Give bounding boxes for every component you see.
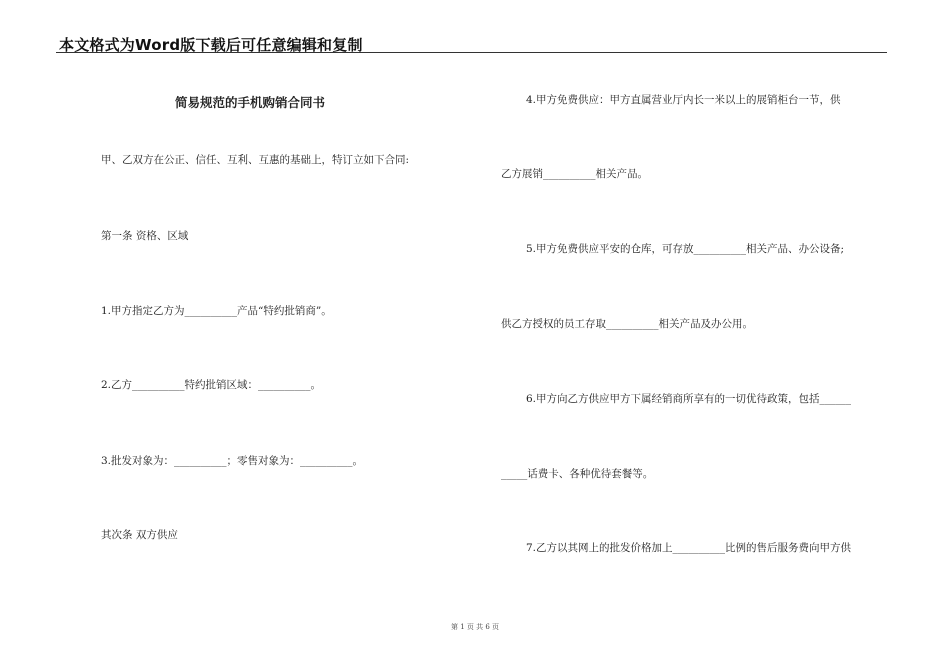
clause-4-continued: 乙方展销__________相关产品。 xyxy=(501,168,648,180)
clause-6: 6.甲方向乙方供应甲方下属经销商所享有的一切优待政策，包括______ xyxy=(526,393,852,405)
clause-6-continued: _____话费卡、各种优待套餐等。 xyxy=(501,468,654,480)
document-title: 简易规范的手机购销合同书 xyxy=(175,95,326,110)
clause-2: 2.乙方__________特约批销区域：__________。 xyxy=(101,379,322,391)
clause-3: 3.批发对象为：__________；零售对象为：__________。 xyxy=(101,455,364,467)
clause-5: 5.甲方免费供应平安的仓库，可存放__________相关产品、办公设备; xyxy=(526,243,845,255)
section-heading-supply: 其次条 双方供应 xyxy=(101,529,178,541)
clause-7: 7.乙方以其网上的批发价格加上__________比例的售后服务费向甲方供 xyxy=(526,542,852,554)
header-banner: 本文格式为Word版下载后可任意编辑和复制 xyxy=(59,36,363,54)
clause-4: 4.甲方免费供应：甲方直属营业厅内长一米以上的展销柜台一节，供 xyxy=(526,94,841,106)
header-divider xyxy=(56,52,887,53)
clause-1: 1.甲方指定乙方为__________产品“特约批销商”。 xyxy=(101,305,332,317)
preamble-paragraph: 甲、乙双方在公正、信任、互利、互惠的基础上，特订立如下合同: xyxy=(101,154,410,166)
page-indicator: 第 1 页 共 6 页 xyxy=(450,623,500,631)
section-heading-qualification: 第一条 资格、区域 xyxy=(101,230,189,242)
clause-5-continued: 供乙方授权的员工存取__________相关产品及办公用。 xyxy=(501,318,753,330)
